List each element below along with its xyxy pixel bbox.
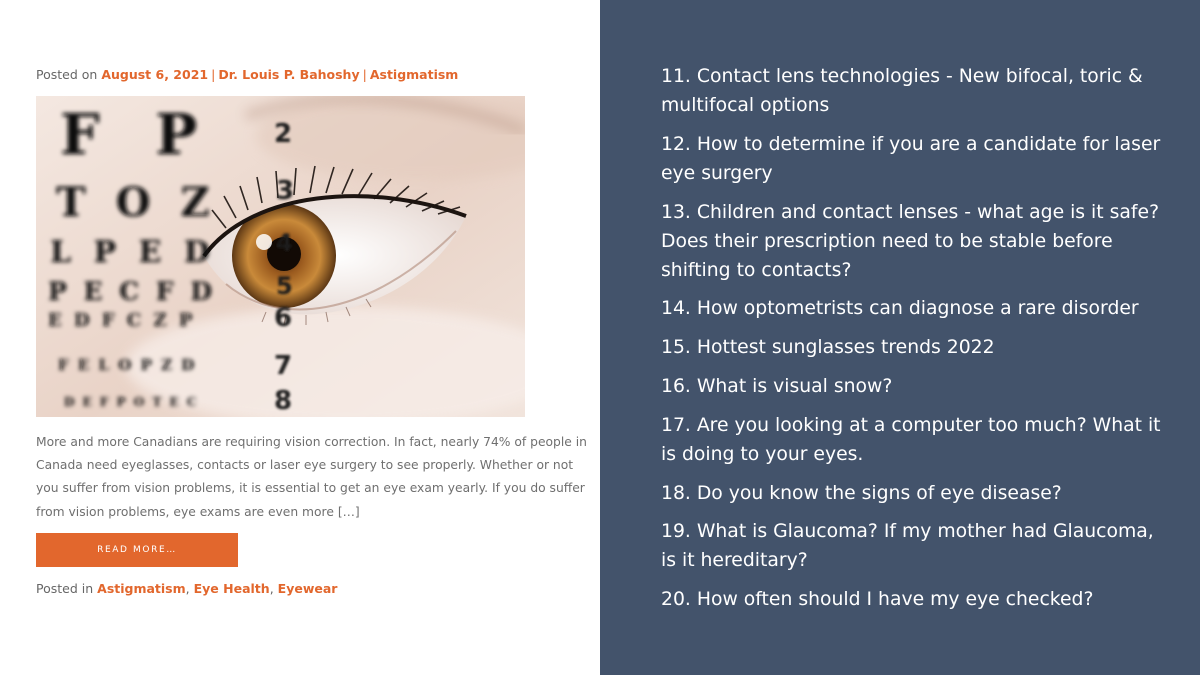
topics-list — [661, 62, 1161, 624]
chart-number-3: 3 — [276, 176, 295, 206]
post-category-link[interactable]: Astigmatism — [369, 67, 459, 82]
topic-item-12: 12. How to determine if you are a candidate for laser eye surgery — [661, 133, 1161, 184]
post-excerpt: More and more Canadians are requiring vision correction. In fact, nearly 74% of people in Canada need eyeglasses, contacts or laser eye surgery to see properly. Whether or not you suffer from vision problems, it is essential to get an eye exam yearly. If you do suffer from vision problems, eye exams are even more […] — [36, 435, 587, 519]
category-separator: , — [185, 581, 190, 596]
topic-item-18: 18. Do you know the signs of eye disease? — [661, 482, 1062, 504]
chart-row-2: T O Z — [56, 179, 218, 226]
topic-item-20: 20. How often should I have my eye checked? — [661, 589, 1094, 611]
topic-item-13: 13. Children and contact lenses - what age is it safe? Does their prescription need to be stable before shifting to contacts? — [661, 201, 1160, 281]
chart-number-6: 6 — [274, 303, 293, 333]
topic-item-14: 14. How optometrists can diagnose a rare disorder — [661, 298, 1139, 320]
topic-item-11: 11. Contact lens technologies - New bifocal, toric & multifocal options — [661, 66, 1143, 116]
chart-number-5: 5 — [276, 272, 293, 300]
meta-separator: | — [362, 67, 367, 82]
chart-number-8: 8 — [274, 386, 293, 416]
chart-row-5: E D F C Z P — [48, 310, 196, 331]
category-separator: , — [269, 581, 274, 596]
post-author-link[interactable]: Dr. Louis P. Bahoshy — [218, 67, 360, 82]
category-link-eye-health[interactable]: Eye Health — [193, 581, 270, 596]
read-more-button[interactable]: READ MORE… — [36, 533, 238, 567]
posted-on-label: Posted on — [36, 67, 98, 82]
chart-number-4: 4 — [276, 229, 293, 257]
chart-row-3: L P E D — [50, 235, 216, 270]
chart-row-6: F E L O P Z D — [58, 356, 197, 374]
chart-row-7: D E F P O T E C — [64, 395, 199, 409]
topic-item-19: 19. What is Glaucoma? If my mother had Glaucoma, is it hereditary? — [661, 521, 1154, 572]
chart-number-2: 2 — [274, 119, 293, 149]
chart-row-4: P E C F D — [48, 277, 216, 306]
topic-item-17: 17. Are you looking at a computer too much? What it is doing to your eyes. — [661, 414, 1161, 465]
post-categories — [36, 581, 337, 596]
topic-item-15: 15. Hottest sunglasses trends 2022 — [661, 337, 995, 359]
eye-chart-image[interactable] — [36, 96, 525, 417]
chart-number-7: 7 — [274, 351, 293, 381]
category-link-eyewear[interactable]: Eyewear — [277, 581, 338, 596]
eye-chart-illustration — [36, 96, 525, 417]
category-link-astigmatism[interactable]: Astigmatism — [97, 581, 186, 596]
chart-row-1: F P — [60, 102, 216, 168]
meta-separator: | — [211, 67, 216, 82]
posted-in-label: Posted in — [36, 581, 94, 596]
post-date-link[interactable]: August 6, 2021 — [101, 67, 209, 82]
topic-item-16: 16. What is visual snow? — [661, 375, 893, 397]
post-meta — [36, 67, 458, 82]
